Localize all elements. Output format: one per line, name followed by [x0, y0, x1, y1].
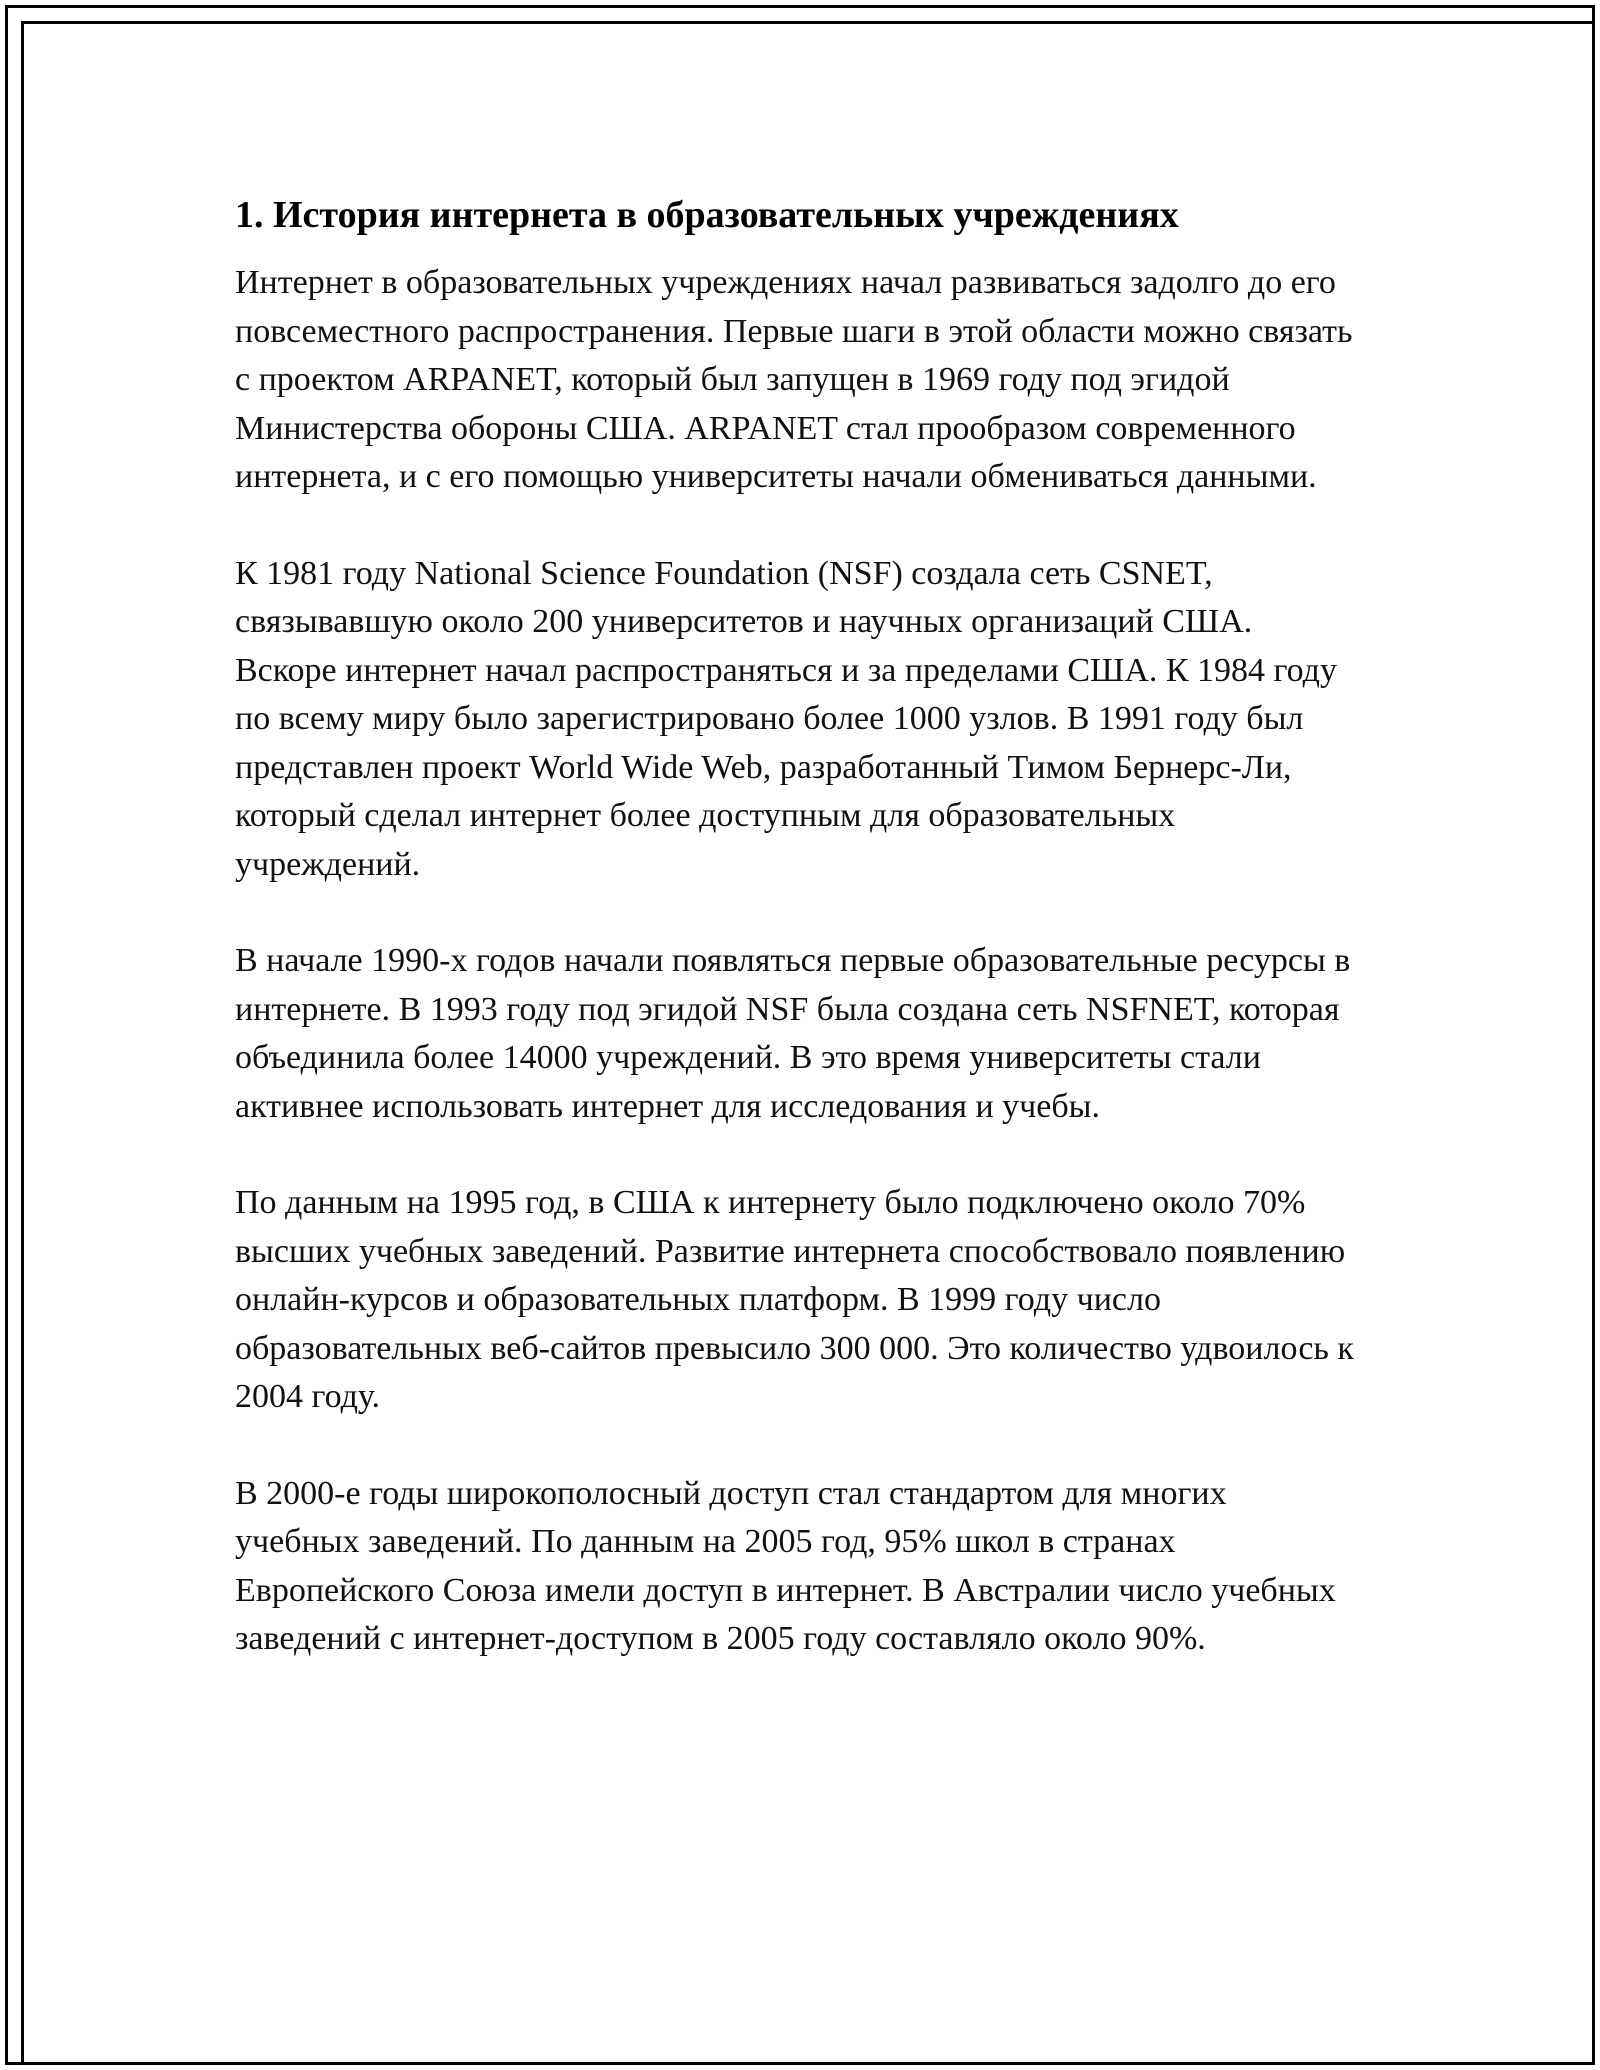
paragraph-arpanet: Интернет в образовательных учреждениях начал развиваться задолго до его повсеместного распространения. Первые шаги в этой области можно связать с проектом ARPANET, который был запущен в 1969 году под эгидой Министерства обороны США. ARPANET стал прообразом современного интернета, и с его помощью университеты начали обмениваться данными. — [235, 264, 1353, 495]
document-body — [235, 185, 1355, 1712]
paragraph-nsfnet: В начале 1990-х годов начали появляться первые образовательные ресурсы в интернете. В 1993 году под эгидой NSF была создана сеть NSFNET, которая объединила более 14000 учреждений. В это время университеты стали активнее использовать интернет для исследования и учебы. — [235, 942, 1351, 1125]
paragraph-2000s: В 2000-е годы широкополосный доступ стал стандартом для многих учебных заведений. По данным на 2005 год, 95% школ в странах Европейского Союза имели доступ в интернет. В Австралии число учебных заведений с интернет-доступом в 2005 году составляло около 90%. — [235, 1474, 1336, 1657]
paragraph-1995: По данным на 1995 год, в США к интернету было подключено около 70% высших учебных заведений. Развитие интернета способствовало появлению онлайн-курсов и образовательных платформ. В 1999 году число образовательных веб-сайтов превысило 300 000. Это количество удвоилось к 2004 году. — [235, 1184, 1354, 1415]
paragraph-csnet: К 1981 году National Science Foundation (NSF) создала сеть CSNET, связывавшую около 200 университетов и научных организаций США. Вскоре интернет начал распространяться и за пределами США. К 1984 году по всему миру было зарегистрировано более 1000 узлов. В 1991 году был представлен проект World Wide Web, разработанный Тимом Бернерс-Ли, который сделал интернет более доступным для образовательных учреждений. — [235, 554, 1337, 883]
section-heading: 1. История интернета в образовательных учреждениях — [235, 194, 1179, 236]
